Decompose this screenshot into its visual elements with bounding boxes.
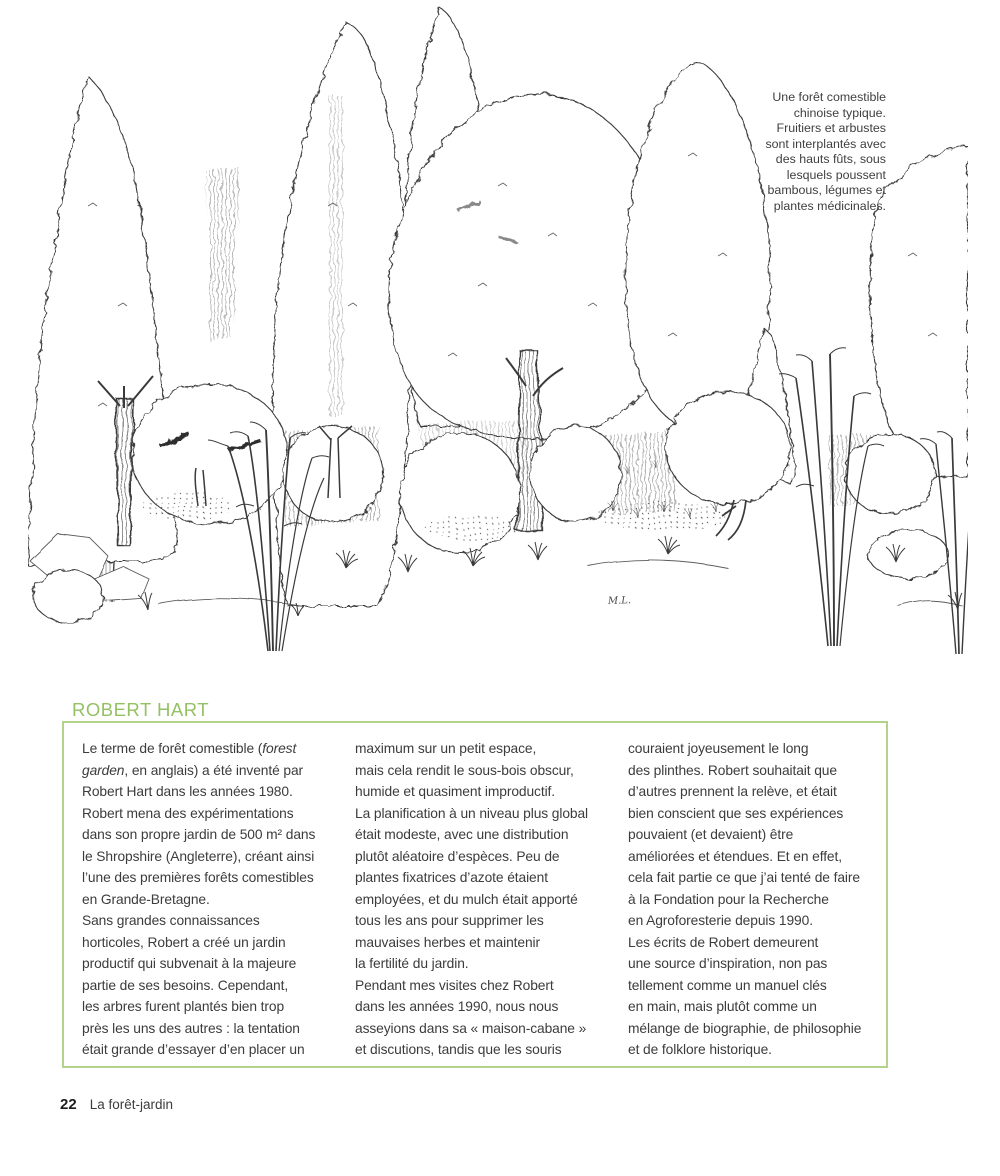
page-number: 22 <box>60 1096 77 1113</box>
illustration-caption: Une forêt comestible chinoise typique. Fruitiers et arbustes sont interplantés avec des hauts fûts, sous lesquels poussent bambous, légumes et plantes médicinales. <box>765 90 886 213</box>
tall-conifer-left <box>28 76 178 602</box>
text-column-1: Le terme de forêt comestible (forest garden, en anglais) a été inventé par Robert Hart dans les années 1980. Robert mena des expérimentations dans son propre jardin de 500 m² dans le Shropshire (Angleterre), créant ainsi l’une des premières forêts comestibles en Grande-Bretagne. Sans grandes connaissances horticoles, Robert a créé un jardin productif qui subvenait à la majeure partie de ses besoins. Cependant, les arbres furent plantés bien trop près les uns des autres : la tentation était grande d’essayer d’en placer un <box>82 741 316 1057</box>
robert-hart-text-box <box>62 721 888 1068</box>
page-footer <box>60 1096 173 1113</box>
text-column-3: couraient joyeusement le long des plinthes. Robert souhaitait que d’autres prennent la relève, et était bien conscient que ses expériences pouvaient (et devaient) être améliorées et étendues. Et en effet, cela fait partie ce que j’ai tenté de faire à la Fondation pour la Recherche en Agroforesterie depuis 1990. Les écrits de Robert demeurent une source d’inspiration, non pas tellement comme un manuel clés en main, mais plutôt comme un mélange de biographie, de philosophie et de folklore historique. <box>628 741 862 1057</box>
text-column-2: maximum sur un petit espace, mais cela rendit le sous-bois obscur, humide et quasiment improductif. La planification à un niveau plus global était modeste, avec une distribution plutôt aléatoire d’espèces. Peu de plantes fixatrices d’azote étaient employées, et du mulch était apporté tous les ans pour supprimer les mauvaises herbes et maintenir la fertilité du jardin. Pendant mes visites chez Robert dans les années 1990, nous nous asseyions dans sa « maison-cabane » et discutions, tandis que les souris <box>355 741 589 1057</box>
section-heading: ROBERT HART <box>72 699 210 720</box>
running-title: La forêt-jardin <box>89 1097 173 1112</box>
illustration-signature: M.L. <box>607 595 632 607</box>
